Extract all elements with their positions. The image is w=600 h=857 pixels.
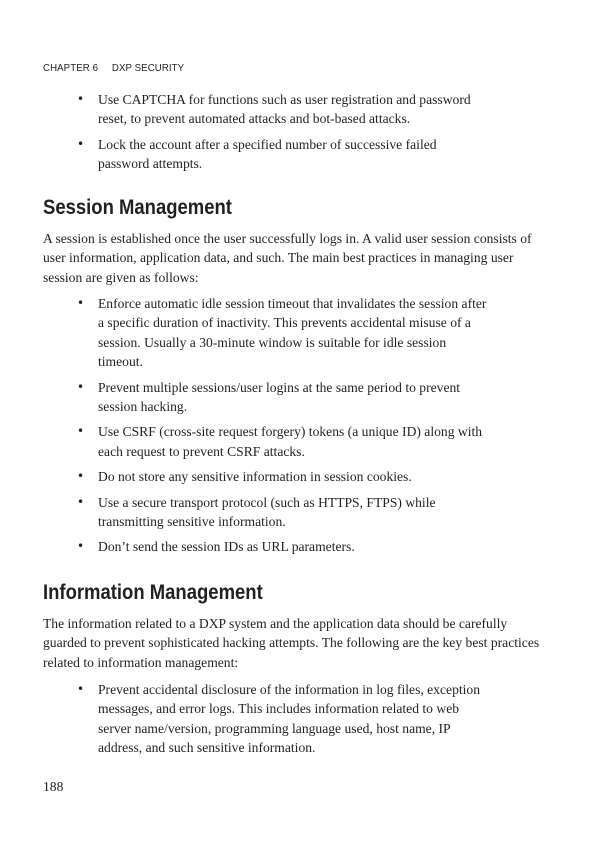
section-heading-session: Session Management: [43, 196, 232, 219]
section-heading-information: Information Management: [43, 581, 263, 604]
list-item: • Lock the account after a specified number of successive failed password attempts.: [0, 135, 488, 174]
page-number: 188: [43, 779, 64, 794]
list-item: • Use CAPTCHA for functions such as user registration and password reset, to prevent automated attacks and bot-based attacks.: [0, 90, 488, 129]
session-bullet-list: [0, 294, 600, 563]
information-intro-paragraph: The information related to a DXP system and the application data should be carefully guarded to prevent sophisticated hacking attempts. The following are the key best practices related to information management:: [43, 616, 540, 670]
list-item: • Do not store any sensitive information in session cookies.: [0, 467, 488, 486]
running-header: [43, 62, 184, 74]
list-item: • Use a secure transport protocol (such as HTTPS, FTPS) while transmitting sensitive information.: [0, 493, 488, 532]
list-item: • Enforce automatic idle session timeout that invalidates the session after a specific duration of inactivity. This prevents accidental misuse of a session. Usually a 30-minute window is suitable for idle session timeout.: [0, 294, 488, 372]
list-item: • Use CSRF (cross-site request forgery) tokens (a unique ID) along with each request to prevent CSRF attacks.: [0, 422, 488, 461]
chapter-number: CHAPTER 6: [43, 62, 99, 74]
top-bullet-list: [0, 90, 600, 180]
list-item: • Don’t send the session IDs as URL parameters.: [0, 537, 488, 556]
list-item: • Prevent multiple sessions/user logins at the same period to prevent session hacking.: [0, 378, 488, 417]
information-bullet-list: [0, 680, 600, 764]
session-intro-paragraph: A session is established once the user successfully logs in. A valid user session consists of user information, application data, and such. The main best practices in managing user session are given as follows:: [43, 231, 532, 285]
list-item: • Prevent accidental disclosure of the information in log files, exception messages, and error logs. This includes information related to web server name/version, programming language used, host name, IP address, and such sensitive information.: [0, 680, 488, 758]
chapter-title: DXP SECURITY: [111, 62, 185, 74]
